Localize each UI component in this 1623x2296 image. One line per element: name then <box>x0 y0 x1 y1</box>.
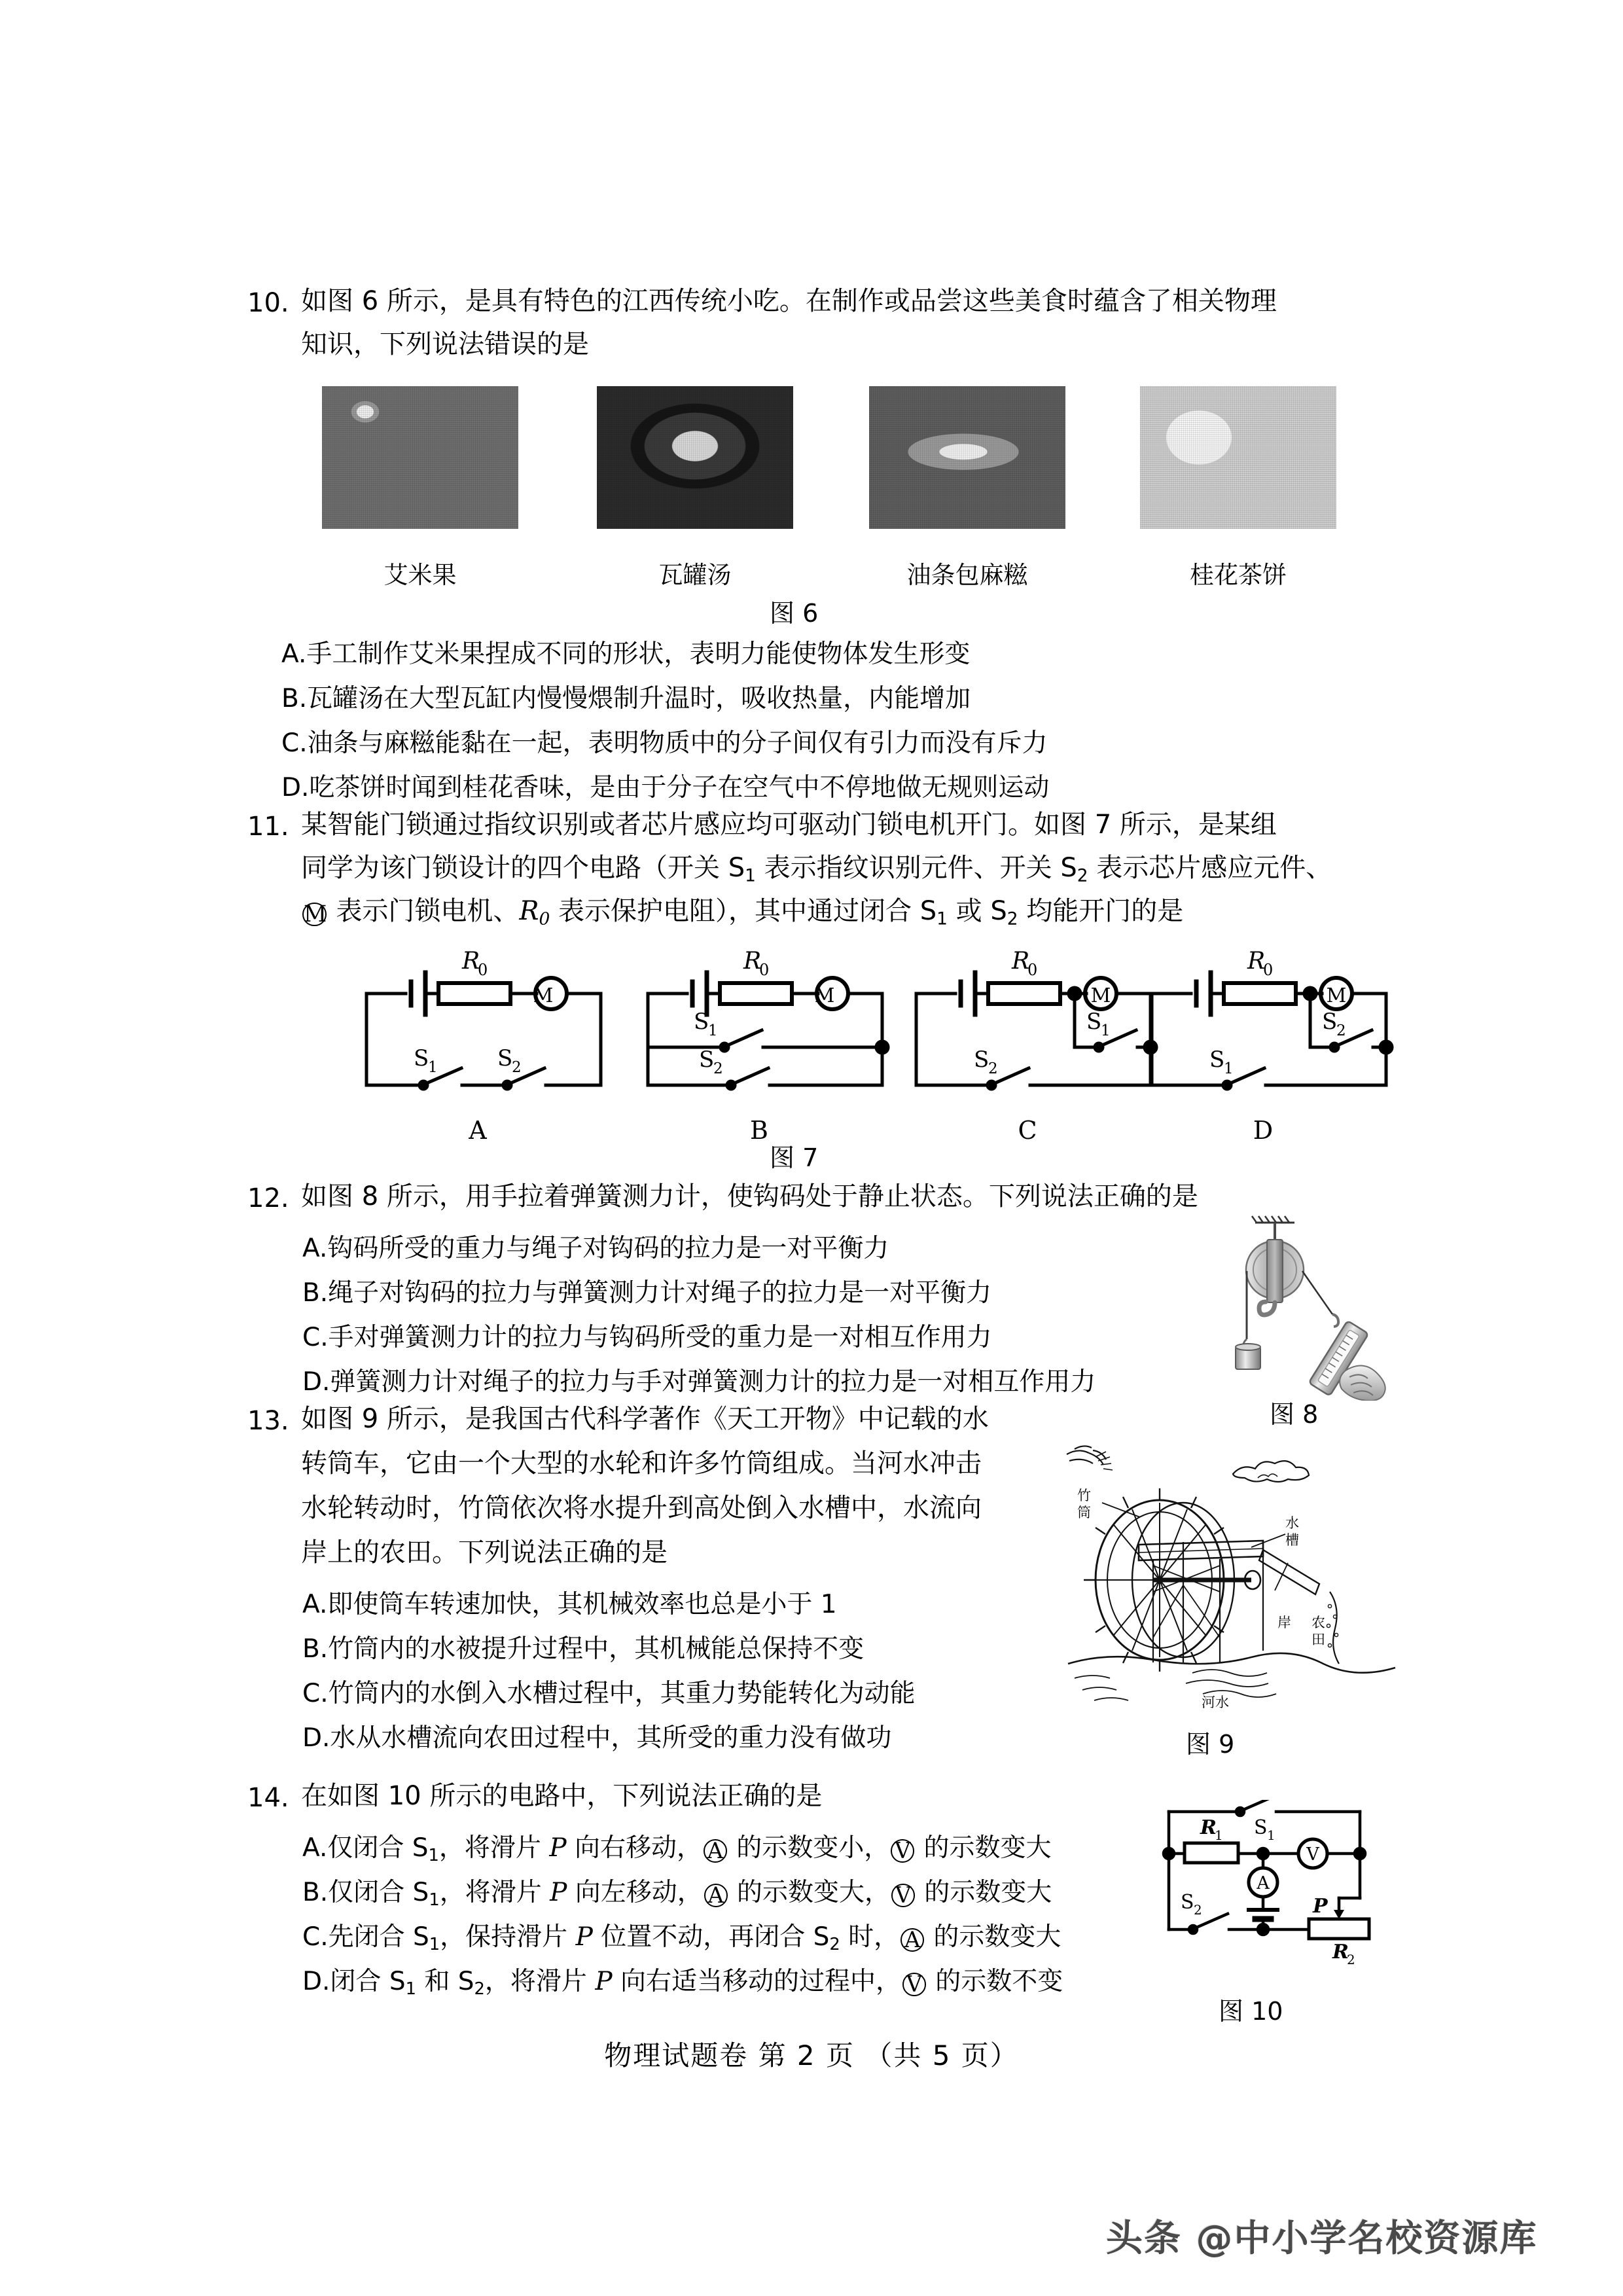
q14c-prefix: C.先闭合 S <box>302 1922 429 1952</box>
question-14-number: 14. <box>247 1783 289 1813</box>
svg-text:S: S <box>699 1047 715 1073</box>
question-13-stem-line-1: 如图 9 所示，是我国古代科学著作《天工开物》中记载的水 <box>301 1404 989 1434</box>
q11-l2-sub1: 1 <box>745 865 756 886</box>
svg-text:A: A <box>469 1116 487 1145</box>
question-10-stem-line-2: 知识，下列说法错误的是 <box>301 329 589 359</box>
svg-text:S: S <box>414 1045 429 1071</box>
question-14-option-b <box>302 1872 1052 1910</box>
q14a-tail: 的示数变大 <box>916 1833 1052 1863</box>
svg-text:1: 1 <box>708 1022 718 1039</box>
q14a-mid3: 的示数变小， <box>728 1833 890 1863</box>
svg-text:R: R <box>1247 948 1266 975</box>
svg-text:S: S <box>497 1045 513 1071</box>
question-12-stem: 如图 8 所示，用手拉着弹簧测力计，使钩码处于静止状态。下列说法正确的是 <box>301 1181 1198 1211</box>
question-13-option-b: B.竹筒内的水被提升过程中，其机械能总保持不变 <box>302 1634 865 1664</box>
svg-text:1: 1 <box>1267 1827 1275 1843</box>
q14c-tail: 的示数变大 <box>925 1922 1061 1952</box>
q14d-mid1: 和 S <box>416 1967 474 1996</box>
figure-9-annotation-trough: 水 <box>1285 1515 1299 1531</box>
q14d-mid3: 向右适当移动的过程中， <box>612 1967 901 1996</box>
food-photo-4 <box>1140 386 1336 529</box>
q11-l2-c: 表示芯片感应元件、 <box>1088 853 1332 883</box>
svg-text:0: 0 <box>478 961 488 979</box>
figure-9-annotation-river: 河水 <box>1202 1695 1229 1710</box>
q14c-p: P <box>575 1922 593 1952</box>
svg-text:D: D <box>1253 1116 1274 1145</box>
question-12-option-d: D.弹簧测力计对绳子的拉力与手对弹簧测力计的拉力是一对相互作用力 <box>302 1367 1096 1397</box>
svg-text:M: M <box>814 984 835 1007</box>
question-12-number: 12. <box>247 1183 289 1213</box>
q14c-mid2: 位置不动，再闭合 S <box>592 1922 830 1952</box>
q11-l3-sub2: 2 <box>1007 908 1018 929</box>
svg-text:S: S <box>1209 1047 1225 1073</box>
svg-text:M: M <box>1326 984 1347 1007</box>
question-14-stem: 在如图 10 所示的电路中，下列说法正确的是 <box>301 1781 823 1811</box>
figure-6-label: 图 6 <box>770 599 819 628</box>
figure-9-annotation-bamboo: 竹 <box>1077 1488 1091 1503</box>
food-photo-1-caption: 艾米果 <box>383 561 457 589</box>
figure-7-label: 图 7 <box>770 1143 819 1172</box>
svg-text:S: S <box>1322 1009 1338 1035</box>
question-11-stem-line-3 <box>301 898 1183 928</box>
food-photo-3 <box>869 386 1065 529</box>
svg-text:2: 2 <box>1194 1902 1202 1918</box>
figure-9-annotation-field2: 田 <box>1311 1632 1325 1647</box>
figure-9-illustration <box>1055 1435 1402 1716</box>
svg-text:R: R <box>1012 948 1030 975</box>
svg-text:R: R <box>1332 1941 1349 1964</box>
question-14-option-c <box>302 1916 1061 1954</box>
svg-text:R: R <box>1200 1816 1217 1839</box>
question-11-number: 11. <box>247 812 289 842</box>
ammeter-icon: A <box>704 1884 728 1907</box>
question-13-option-c: C.竹筒内的水倒入水槽过程中，其重力势能转化为动能 <box>302 1679 916 1708</box>
question-10-number: 10. <box>247 288 289 318</box>
q11-l3-a: 表示门锁电机、 <box>327 896 520 926</box>
svg-text:1: 1 <box>428 1059 438 1076</box>
question-13-number: 13. <box>247 1406 289 1436</box>
q14b-mid2: 向左移动， <box>567 1878 703 1907</box>
q11-l3-r0: R <box>519 896 539 926</box>
svg-text:S: S <box>974 1047 990 1073</box>
question-13-stem-line-4: 岸上的农田。下列说法正确的是 <box>301 1537 668 1568</box>
ammeter-icon: A <box>901 1928 924 1952</box>
motor-icon: M <box>304 901 327 927</box>
question-13-stem-line-2: 转筒车，它由一个大型的水轮和许多竹筒组成。当河水冲击 <box>301 1448 982 1479</box>
svg-text:V: V <box>1306 1844 1319 1865</box>
svg-text:R: R <box>743 948 762 975</box>
q14b-mid1: ，将滑片 <box>439 1878 550 1907</box>
q14c-mid1: ，保持滑片 <box>440 1922 576 1952</box>
ammeter-icon: A <box>704 1839 727 1863</box>
circuit-option-b <box>648 973 888 1089</box>
circuit-option-a <box>366 973 601 1089</box>
svg-text:S: S <box>1181 1891 1194 1914</box>
q14a-mid1: ，将滑片 <box>438 1833 550 1863</box>
question-12-option-c: C.手对弹簧测力计的拉力与钩码所受的重力是一对相互作用力 <box>302 1323 992 1352</box>
watermark: 头条 @中小学名校资源库 <box>1106 2217 1538 2260</box>
svg-text:1: 1 <box>1215 1827 1223 1843</box>
svg-text:S: S <box>1254 1816 1268 1839</box>
svg-text:0: 0 <box>1027 961 1038 979</box>
question-11-stem-line-2 <box>301 855 1332 885</box>
q11-l3-d: 均能开门的是 <box>1018 896 1184 926</box>
q11-l2-sub2: 2 <box>1077 865 1088 886</box>
svg-text:B: B <box>750 1116 768 1145</box>
svg-text:2: 2 <box>713 1060 723 1077</box>
question-12-option-a: A.钩码所受的重力与绳子对钩码的拉力是一对平衡力 <box>302 1234 889 1263</box>
q14b-sub1: 1 <box>429 1890 440 1910</box>
question-10-stem-line-1: 如图 6 所示，是具有特色的江西传统小吃。在制作或品尝这些美食时蕴含了相关物理 <box>301 286 1277 316</box>
q14c-mid3: 时， <box>840 1922 900 1952</box>
svg-text:2: 2 <box>1347 1952 1355 1967</box>
figure-9-annotation-bamboo2: 筒 <box>1077 1505 1091 1520</box>
question-14-option-d <box>302 1961 1063 1999</box>
question-10-option-d: D.吃茶饼时闻到桂花香味，是由于分子在空气中不停地做无规则运动 <box>281 773 1050 802</box>
q14b-tail: 的示数变大 <box>916 1878 1052 1907</box>
figure-10-circuit <box>1144 1800 1445 1996</box>
q11-l3-r0sub: 0 <box>539 908 550 929</box>
q14d-p: P <box>595 1967 613 1996</box>
svg-text:2: 2 <box>988 1060 998 1077</box>
food-photo-1 <box>322 386 518 529</box>
question-13-option-d: D.水从水槽流向农田过程中，其所受的重力没有做功 <box>302 1723 892 1753</box>
q14a-sub1: 1 <box>428 1846 439 1866</box>
circuit-option-d <box>1152 973 1392 1089</box>
food-photo-4-caption: 桂花茶饼 <box>1190 561 1287 589</box>
food-photo-3-caption: 油条包麻糍 <box>906 561 1028 589</box>
q14d-tail: 的示数不变 <box>927 1967 1063 1996</box>
q14b-mid3: 的示数变大， <box>728 1878 891 1907</box>
svg-text:M: M <box>1090 984 1111 1007</box>
figure-9-annotation-trough2: 槽 <box>1285 1532 1299 1548</box>
figure-9-annotation-field: 农 <box>1311 1615 1325 1630</box>
q11-l3-c: 或 S <box>947 896 1007 926</box>
q14a-p: P <box>549 1833 567 1863</box>
question-14-option-a <box>302 1827 1052 1865</box>
question-10-option-c: C.油条与麻糍能黏在一起，表明物质中的分子间仅有引力而没有斥力 <box>281 728 1048 758</box>
q14a-mid2: 向右移动， <box>566 1833 702 1863</box>
q14d-mid2: ，将滑片 <box>484 1967 596 1996</box>
question-13-stem-line-3: 水轮转动时，竹筒依次将水提升到高处倒入水槽中，水流向 <box>301 1493 982 1523</box>
svg-text:C: C <box>1018 1116 1037 1145</box>
figure-9-annotation-bank: 岸 <box>1277 1615 1291 1630</box>
question-12-option-b: B.绳子对钩码的拉力与弹簧测力计对绳子的拉力是一对平衡力 <box>302 1278 992 1308</box>
food-photo-2 <box>597 386 793 529</box>
svg-text:2: 2 <box>1336 1022 1346 1039</box>
svg-text:P: P <box>1313 1895 1328 1918</box>
q14d-sub1: 1 <box>405 1979 416 2000</box>
voltmeter-icon: V <box>891 1839 914 1863</box>
q14d-prefix: D.闭合 S <box>302 1967 406 1996</box>
svg-text:R: R <box>462 948 480 975</box>
svg-text:1: 1 <box>1224 1060 1234 1077</box>
figure-8-label: 图 8 <box>1270 1400 1319 1429</box>
question-11-stem-line-1: 某智能门锁通过指纹识别或者芯片感应均可驱动门锁电机开门。如图 7 所示，是某组 <box>301 810 1277 840</box>
figure-9-label: 图 9 <box>1186 1730 1235 1759</box>
q14b-p: P <box>550 1878 567 1907</box>
q14b-prefix: B.仅闭合 S <box>302 1878 429 1907</box>
page-footer: 物理试题卷 第 2 页 （共 5 页） <box>604 2039 1019 2072</box>
circuit-option-c <box>916 973 1156 1089</box>
voltmeter-icon: V <box>902 1973 926 1996</box>
svg-text:1: 1 <box>1101 1022 1111 1039</box>
question-10-option-b: B.瓦罐汤在大型瓦缸内慢慢煨制升温时，吸收热量，内能增加 <box>281 684 971 713</box>
q14c-sub1: 1 <box>429 1935 440 1955</box>
voltmeter-icon: V <box>891 1884 915 1907</box>
svg-text:S: S <box>1086 1009 1102 1035</box>
question-13-option-a: A.即使筒车转速加快，其机械效率也总是小于 1 <box>302 1590 837 1619</box>
q11-l2-b: 表示指纹识别元件、开关 S <box>755 853 1077 883</box>
figure-8-illustration <box>1211 1211 1407 1401</box>
q14a-prefix: A.仅闭合 S <box>302 1833 429 1863</box>
svg-text:0: 0 <box>1263 961 1274 979</box>
figure-7-circuits <box>340 942 1400 1152</box>
svg-text:S: S <box>694 1009 709 1035</box>
q14c-sub2: 2 <box>829 1935 840 1955</box>
svg-text:2: 2 <box>512 1059 522 1076</box>
food-photo-2-caption: 瓦罐汤 <box>658 561 732 589</box>
svg-text:A: A <box>1257 1873 1270 1893</box>
q11-l3-sub1: 1 <box>936 908 948 929</box>
svg-text:M: M <box>533 984 554 1007</box>
figure-10-label: 图 10 <box>1219 1997 1283 2026</box>
question-10-option-a: A.手工制作艾米果捏成不同的形状，表明力能使物体发生形变 <box>281 639 971 669</box>
q11-l3-b: 表示保护电阻），其中通过闭合 S <box>550 896 937 926</box>
q11-l2-a: 同学为该门锁设计的四个电路（开关 S <box>301 853 745 883</box>
q14d-sub2: 2 <box>474 1979 485 2000</box>
svg-text:0: 0 <box>759 961 770 979</box>
